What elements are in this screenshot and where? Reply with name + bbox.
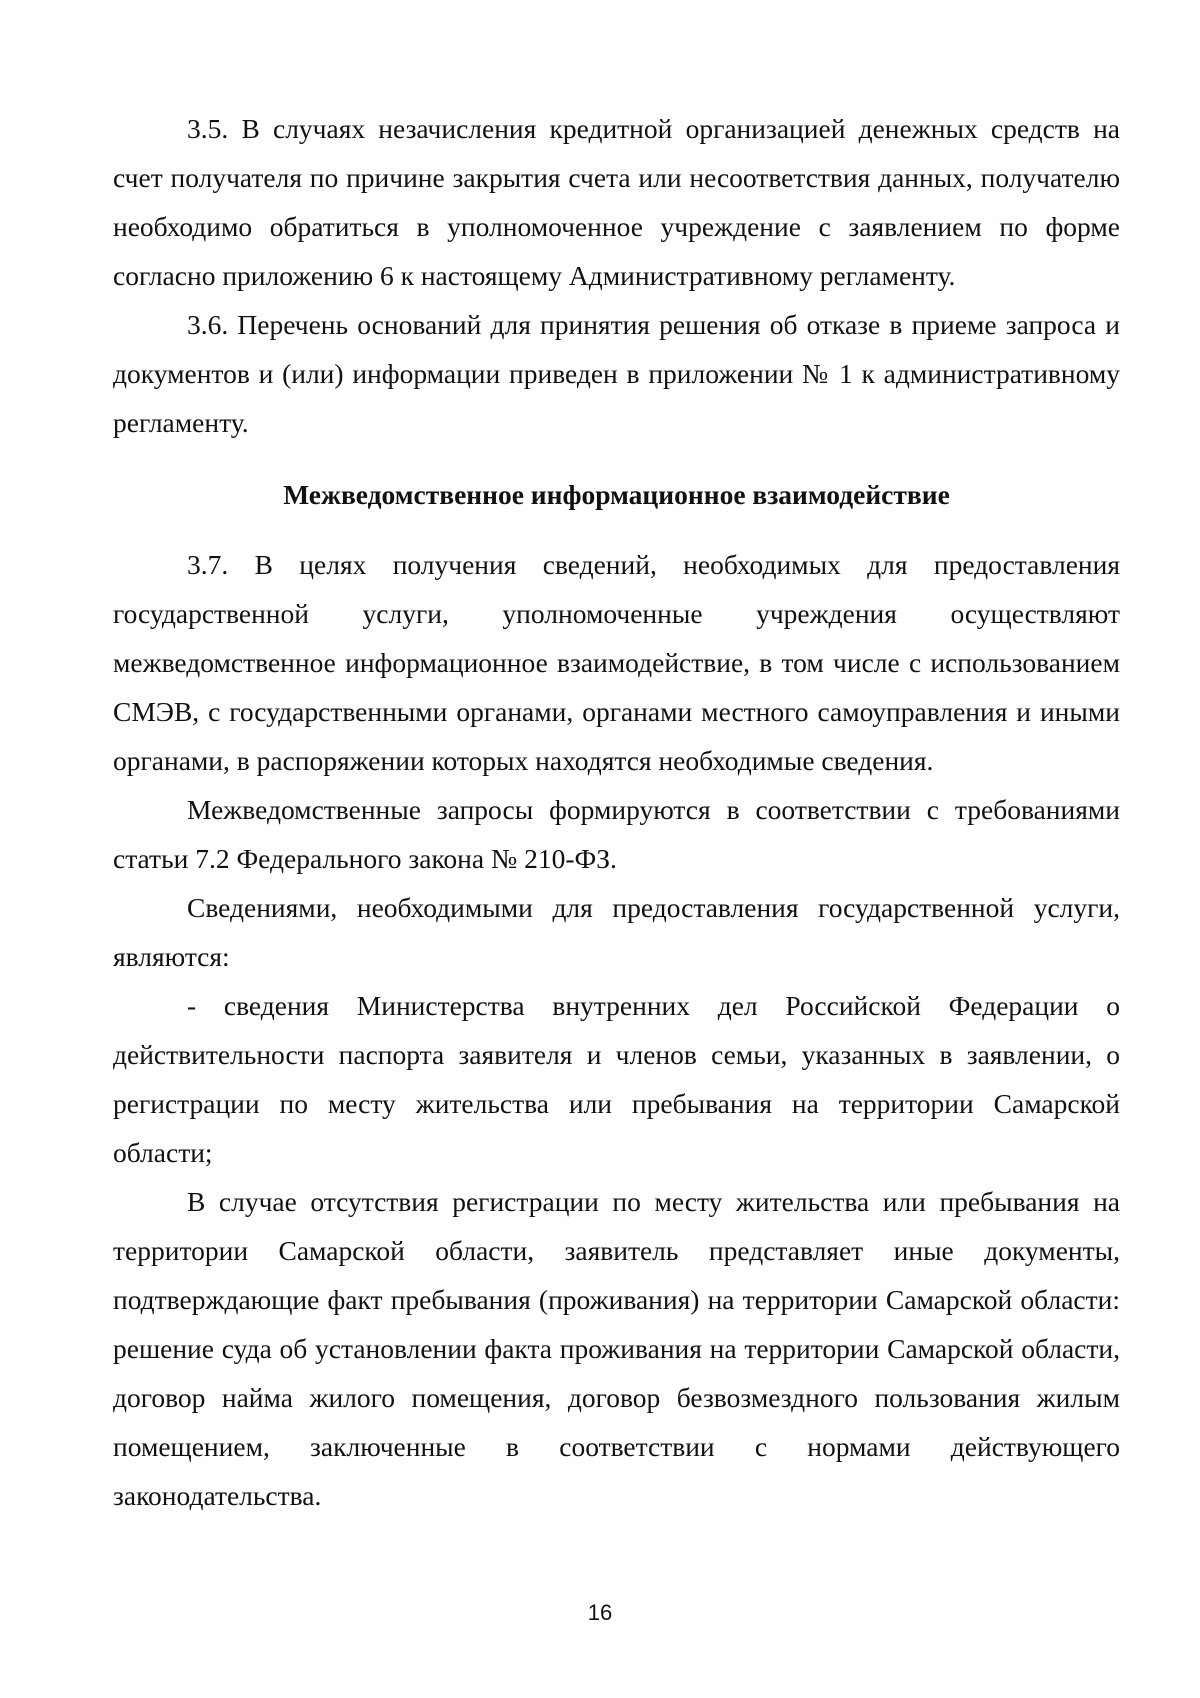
document-page — [113, 104, 1120, 1520]
section-heading: Межведомственное информационное взаимодействие — [283, 479, 950, 510]
paragraph-3-6: 3.6. Перечень оснований для принятия решения об отказе в приеме запроса и документов и (или) информации приведен в приложении № 1 к административному регламенту. — [113, 309, 1120, 438]
paragraph-3-5: 3.5. В случаях незачисления кредитной организацией денежных средств на счет получателя по причине закрытия счета или несоответствия данных, получателю необходимо обратиться в уполномоченное учреждение с заявлением по форме согласно приложению 6 к настоящему Административному регламенту. — [113, 113, 1120, 291]
paragraph-interagency-requests: Межведомственные запросы формируются в соответствии с требованиями статьи 7.2 Федерального закона № 210-ФЗ. — [113, 794, 1120, 874]
page-number: 16 — [587, 1600, 613, 1625]
paragraph-no-registration: В случае отсутствия регистрации по месту жительства или пребывания на территории Самарской области, заявитель представляет иные документы, подтверждающие факт пребывания (проживания) на территории Самарской области: решение суда об установлении факта проживания на территории Самарской области, договор найма жилого помещения, договор безвозмездного пользования жилым помещением, заключенные в соответствии с нормами действующего законодательства. — [113, 1186, 1120, 1511]
paragraph-3-7: 3.7. В целях получения сведений, необходимых для предоставления государственной услуги, уполномоченные учреждения осуществляют межведомственное информационное взаимодействие, в том числе с использованием СМЭВ, с государственными органами, органами местного самоуправления и иными органами, в распоряжении которых находятся необходимые сведения. — [113, 549, 1120, 776]
paragraph-mvd-info: - сведения Министерства внутренних дел Российской Федерации о действительности паспорта заявителя и членов семьи, указанных в заявлении, о регистрации по месту жительства или пребывания на территории Самарской области; — [113, 990, 1120, 1168]
paragraph-required-info: Сведениями, необходимыми для предоставления государственной услуги, являются: — [113, 892, 1120, 972]
